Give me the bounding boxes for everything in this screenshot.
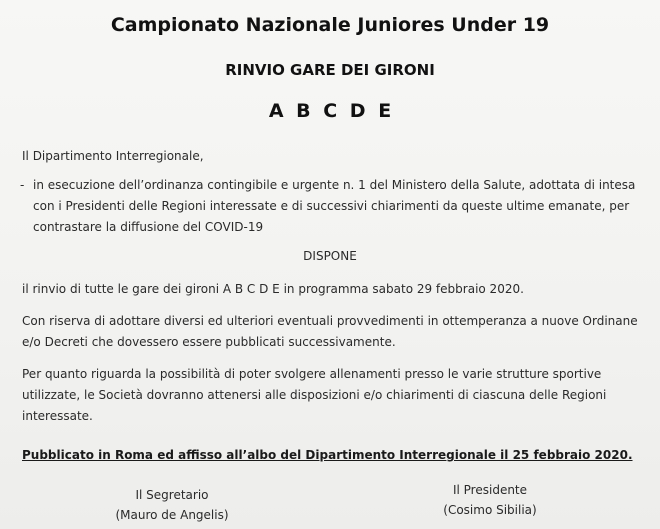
signature-role: Il Presidente (452, 483, 528, 497)
dispone-heading: DISPONE (303, 249, 357, 263)
signature-name: (Cosimo Sibilia) (443, 503, 537, 517)
intro-line: Il Dipartimento Interregionale, (22, 149, 204, 163)
signature-name: (Mauro de Angelis) (115, 508, 229, 522)
document-title: Campionato Nazionale Juniores Under 19 (110, 14, 550, 36)
bullet-dash: - (20, 178, 25, 192)
paragraph-rinvio: il rinvio di tutte le gare dei gironi A B C D E in programma sabato 29 febbraio 2020. (22, 282, 524, 296)
signature-segretario (102, 485, 242, 525)
groups-heading: A B C D E (268, 100, 392, 122)
bullet-paragraph: in esecuzione dell’ordinanza contingibile e urgente n. 1 del Ministero della Salute, adottata di intesa con i Presidenti delle Regioni interessate e di successivi chiarimenti da queste ultime emanate, per contrastare la diffusione del COVID-19 (33, 178, 636, 234)
signature-presidente (420, 480, 560, 520)
document-subtitle: RINVIO GARE DEI GIRONI (225, 61, 435, 79)
paragraph-allenamenti: Per quanto riguarda la possibilità di poter svolgere allenamenti presso le varie strutture sportive utilizzate, le Società dovranno attenersi alle disposizioni e/o chiarimenti di ciascuna delle Regioni interessate. (22, 367, 607, 423)
signature-role: Il Segretario (135, 488, 209, 502)
publication-note: Pubblicato in Roma ed affisso all’albo del Dipartimento Interregionale il 25 febbraio 2020. (22, 448, 633, 462)
paragraph-riserva: Con riserva di adottare diversi ed ulteriori eventuali provvedimenti in ottemperanza a nuove Ordinane e/o Decreti che dovessero essere pubblicati successivamente. (22, 314, 638, 349)
